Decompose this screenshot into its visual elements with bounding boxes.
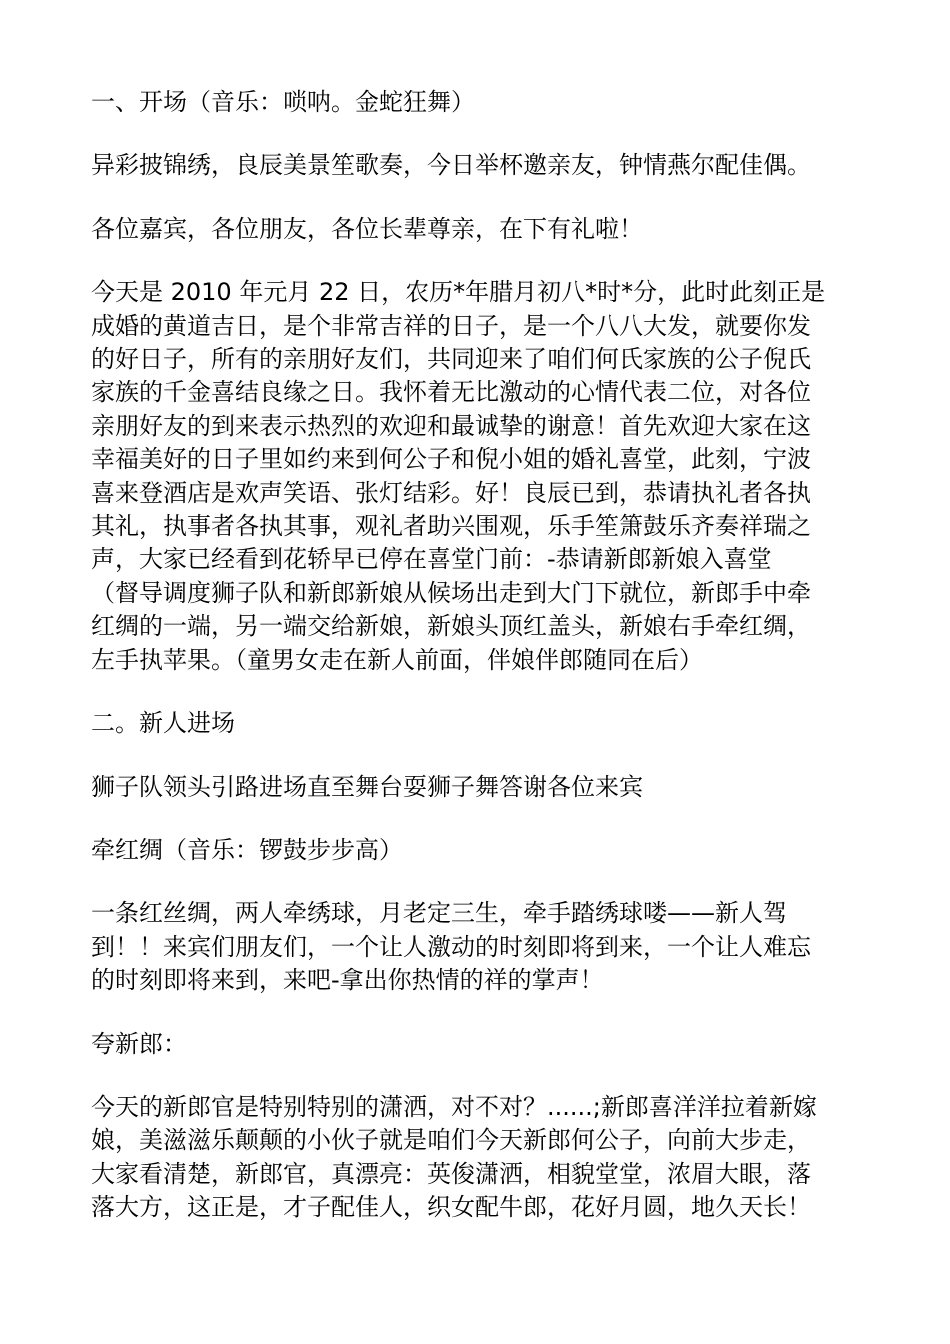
text-line: 二。新人进场: [91, 709, 235, 738]
text-line: 声，大家已经看到花轿早已停在喜堂门前：-恭请新郎新娘入喜堂: [91, 545, 772, 574]
document-page: [91, 86, 866, 1255]
text-line: 一条红丝绸，两人牵绣球，月老定三生，牵手踏绣球喽——新人驾: [91, 899, 787, 928]
paragraph-opening-heading: [91, 86, 866, 119]
text-line: 狮子队领头引路进场直至舞台耍狮子舞答谢各位来宾: [91, 772, 643, 801]
text-line: 落大方，这正是，才子配佳人，织女配牛郎，花好月圆，地久天长！: [91, 1193, 811, 1222]
text-line: 大家看清楚，新郎官，真漂亮：英俊潇洒，相貌堂堂，浓眉大眼，落: [91, 1159, 811, 1188]
text-line: 异彩披锦绣，良辰美景笙歌奏，今日举杯邀亲友，钟情燕尔配佳偶。: [91, 151, 811, 180]
text-line: 家族的千金喜结良缘之日。我怀着无比激动的心情代表二位，对各位: [91, 378, 811, 407]
text-line: 到！！来宾们朋友们，一个让人激动的时刻即将到来，一个让人难忘: [91, 932, 811, 961]
paragraph-red-silk-verse: [91, 897, 866, 997]
text-line: 亲朋好友的到来表示热烈的欢迎和最诚挚的谢意！首先欢迎大家在这: [91, 411, 811, 440]
paragraph-welcome-speech: [91, 276, 866, 677]
text-line: 其礼，执事者各执其事，观礼者助兴围观，乐手笙箫鼓乐齐奏祥瑞之: [91, 512, 811, 541]
text-line: 各位嘉宾，各位朋友，各位长辈尊亲，在下有礼啦！: [91, 214, 643, 243]
paragraph-section-two-heading: [91, 707, 866, 740]
text-line: 今天的新郎官是特别特别的潇洒，对不对？......;新郎喜洋洋拉着新嫁: [91, 1092, 817, 1121]
text-line: 的好日子，所有的亲朋好友们，共同迎来了咱们何氏家族的公子倪氏: [91, 345, 811, 374]
text-line: 的时刻即将来到，来吧-拿出你热情的祥的掌声！: [91, 966, 604, 995]
paragraph-greeting: [91, 213, 866, 246]
text-line: （督导调度狮子队和新郎新娘从候场出走到大门下就位，新郎手中牵: [91, 578, 811, 607]
text-line: 喜来登酒店是欢声笑语、张灯结彩。好！良辰已到，恭请执礼者各执: [91, 478, 811, 507]
text-line: 红绸的一端，另一端交给新娘，新娘头顶红盖头，新娘右手牵红绸，: [91, 612, 811, 641]
text-line: 左手执苹果。（童男女走在新人前面，伴娘伴郎随同在后）: [91, 645, 703, 674]
paragraph-praise-groom-heading: [91, 1028, 866, 1061]
paragraph-red-silk-heading: [91, 834, 866, 867]
text-line: 幸福美好的日子里如约来到何公子和倪小姐的婚礼喜堂，此刻，宁波: [91, 445, 811, 474]
text-line: 今天是 2010 年元月 22 日，农历*年腊月初八*时*分，此时此刻正是: [91, 278, 826, 307]
paragraph-praise-groom: [91, 1091, 866, 1225]
text-line: 一、开场（音乐：唢呐。金蛇狂舞）: [91, 88, 475, 116]
paragraph-lion-dance: [91, 771, 866, 804]
text-line: 夸新郎：: [91, 1029, 187, 1058]
paragraph-opening-verse: [91, 149, 866, 182]
text-line: 牵红绸（音乐：锣鼓步步高）: [91, 835, 403, 864]
text-line: 成婚的黄道吉日，是个非常吉祥的日子，是一个八八大发，就要你发: [91, 311, 811, 340]
text-line: 娘，美滋滋乐颠颠的小伙子就是咱们今天新郎何公子，向前大步走，: [91, 1126, 811, 1155]
